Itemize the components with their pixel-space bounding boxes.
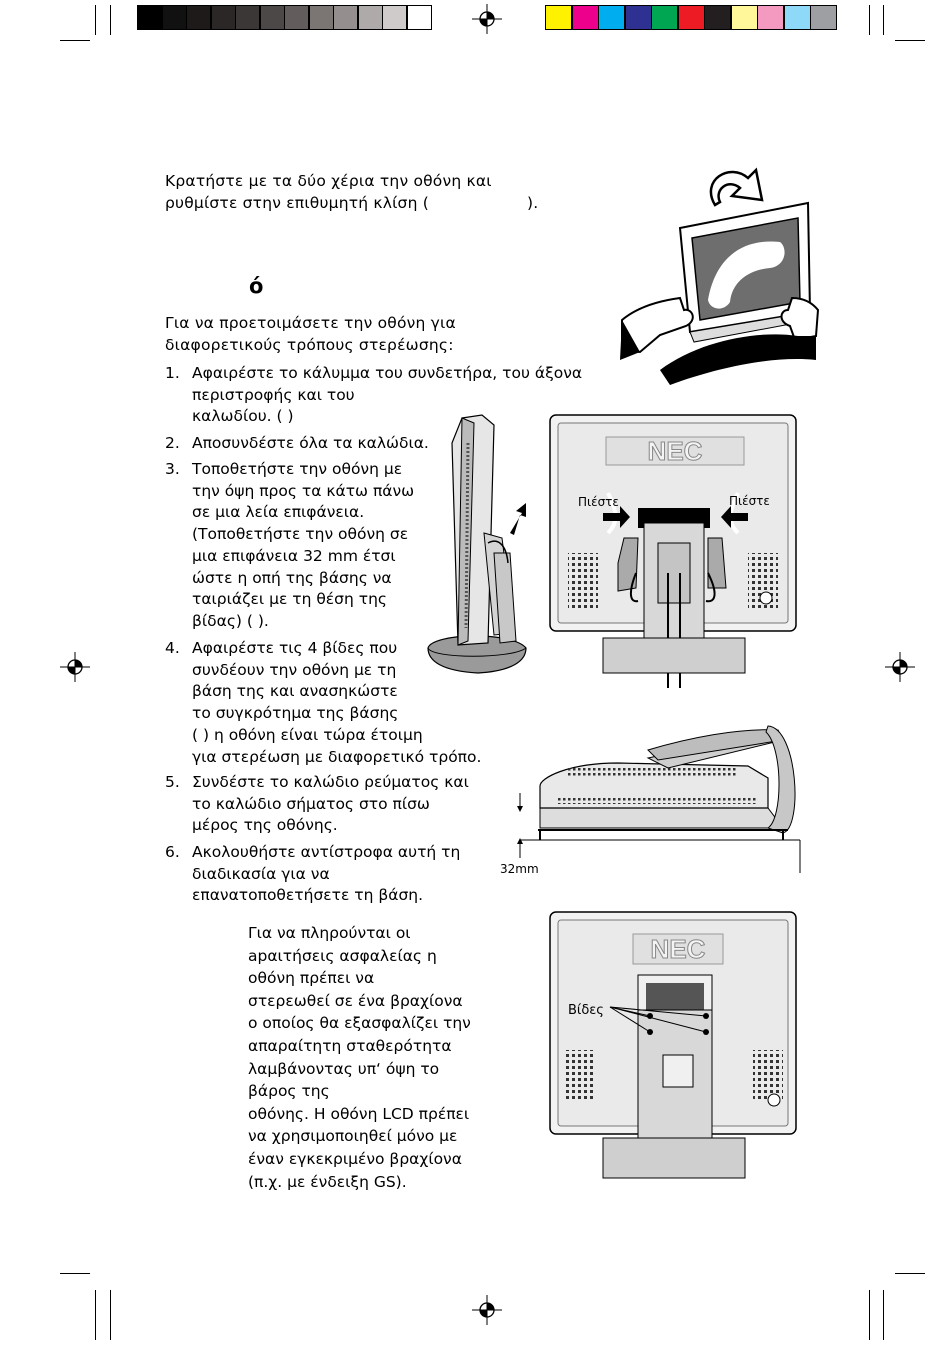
side-view-figure [422,413,532,675]
crop-mark [110,5,111,35]
section-heading-char: ό [249,274,264,298]
crop-mark [883,1290,884,1340]
gray-swatch [211,5,236,30]
registration-mark-right [885,652,915,682]
color-swatch [704,5,731,30]
list-item [165,772,469,837]
step-number: 2. [165,434,180,452]
brand-logo: NEC [650,934,706,964]
step-text: Αφαιρέστε τις 4 βίδες που συνδέουν την οθόνη με τη βάση της και ανασηκώστε το συγκρότημα της βάσης ( ) η οθόνη είναι τώρα έτοιμη για στερέωση με διαφορετικό τρόπο. [192,639,482,766]
crop-mark [110,1290,111,1340]
step-number: 5. [165,773,180,791]
color-swatch [545,5,572,30]
step-text: Ακολουθήστε αντίστροφα αυτή τη διαδικασία για να επανατοποθετήσετε τη βάση. [192,843,461,905]
color-swatch [678,5,705,30]
tilt-text-end: ). [526,193,539,212]
gray-swatch [309,5,334,30]
list-item [165,433,429,455]
step-number: 6. [165,843,180,861]
color-swatch [810,5,837,30]
height-label: 32mm [500,862,539,876]
brand-logo: NEC [647,436,703,466]
press-right-label: Πιέστε [729,494,770,508]
gray-swatch [284,5,309,30]
crop-mark [895,1273,925,1274]
crop-mark [869,5,870,35]
gray-swatch [260,5,285,30]
crop-mark [95,5,96,35]
gray-swatch [235,5,260,30]
step-text: Αφαιρέστε το κάλυμμα του συνδετήρα, του άξονα περιστροφής και του καλωδίου. ( ) [192,364,583,426]
intro-text: Για να προετοιμάσετε την οθόνη για διαφορετικούς τρόπους στερέωσης: [165,314,456,354]
registration-mark-top [472,4,502,34]
registration-mark-bottom [472,1295,502,1325]
gray-swatch [186,5,211,30]
safety-note: Για να πληρούνται οι apαιτήσεις ασφαλείας η οθόνη πρέπει να στερεωθεί σε ένα βραχίονα ο οποίος θα εξασφαλίζει την απαραίτητη σταθερότητα λαμβάνοντας υπ‘ όψη το βάρος της οθόνης. Η οθόνη LCD πρέπει να χρησιμοποιηθεί μόνο με έναν εγκεκριμένο βραχίονα (π.χ. με ένδειξη GS). [248,924,471,1191]
step-number: 3. [165,460,180,478]
color-swatch [757,5,784,30]
tilt-monitor-figure [620,160,820,385]
crop-mark [60,40,90,41]
color-swatch [651,5,678,30]
screws-label: Βίδες [568,1003,604,1018]
crop-mark [60,1273,90,1274]
rear-view-press-figure [548,413,800,688]
rear-view-screws-figure [548,910,800,1182]
tilt-text: Κρατήστε με τα δύο χέρια την οθόνη και ρυθμίστε στην επιθυμητή κλίση ( [165,172,492,212]
crop-mark [869,1290,870,1340]
list-item [165,459,414,633]
gray-swatch [137,5,162,30]
list-item [165,842,460,907]
gray-swatch [358,5,383,30]
step-text: Συνδέστε το καλώδιο ρεύματος και το καλώδιο σήματος στο πίσω μέρος της οθόνης. [192,773,469,835]
gray-swatch [382,5,407,30]
gray-swatch [407,5,432,30]
step-number: 1. [165,364,180,382]
step-text: Τοποθετήστε την οθόνη με την όψη προς τα κάτω πάνω σε μια λεία επιφάνεια. (Τοποθετήστε την οθόνη σε μια επιφάνεια 32 mm έτσι ώστε η οπή της βάσης να ταιριάζει με τη θέση της βίδας) ( ). [192,460,415,630]
step-number: 4. [165,639,180,657]
press-left-label: Πιέστε [578,495,619,509]
color-swatch [598,5,625,30]
tilt-instruction [165,171,585,214]
registration-mark-left [60,652,90,682]
rotate-arrow-icon [711,170,762,205]
color-swatch [572,5,599,30]
crop-mark [895,40,925,41]
color-swatch [625,5,652,30]
step-text: Αποσυνδέστε όλα τα καλώδια. [192,434,429,452]
color-swatch [731,5,758,30]
arrow-icon [510,503,526,535]
gray-swatch [162,5,187,30]
face-down-figure [498,718,808,880]
color-swatch [784,5,811,30]
crop-mark [883,5,884,35]
crop-mark [95,1290,96,1340]
gray-swatch [333,5,358,30]
